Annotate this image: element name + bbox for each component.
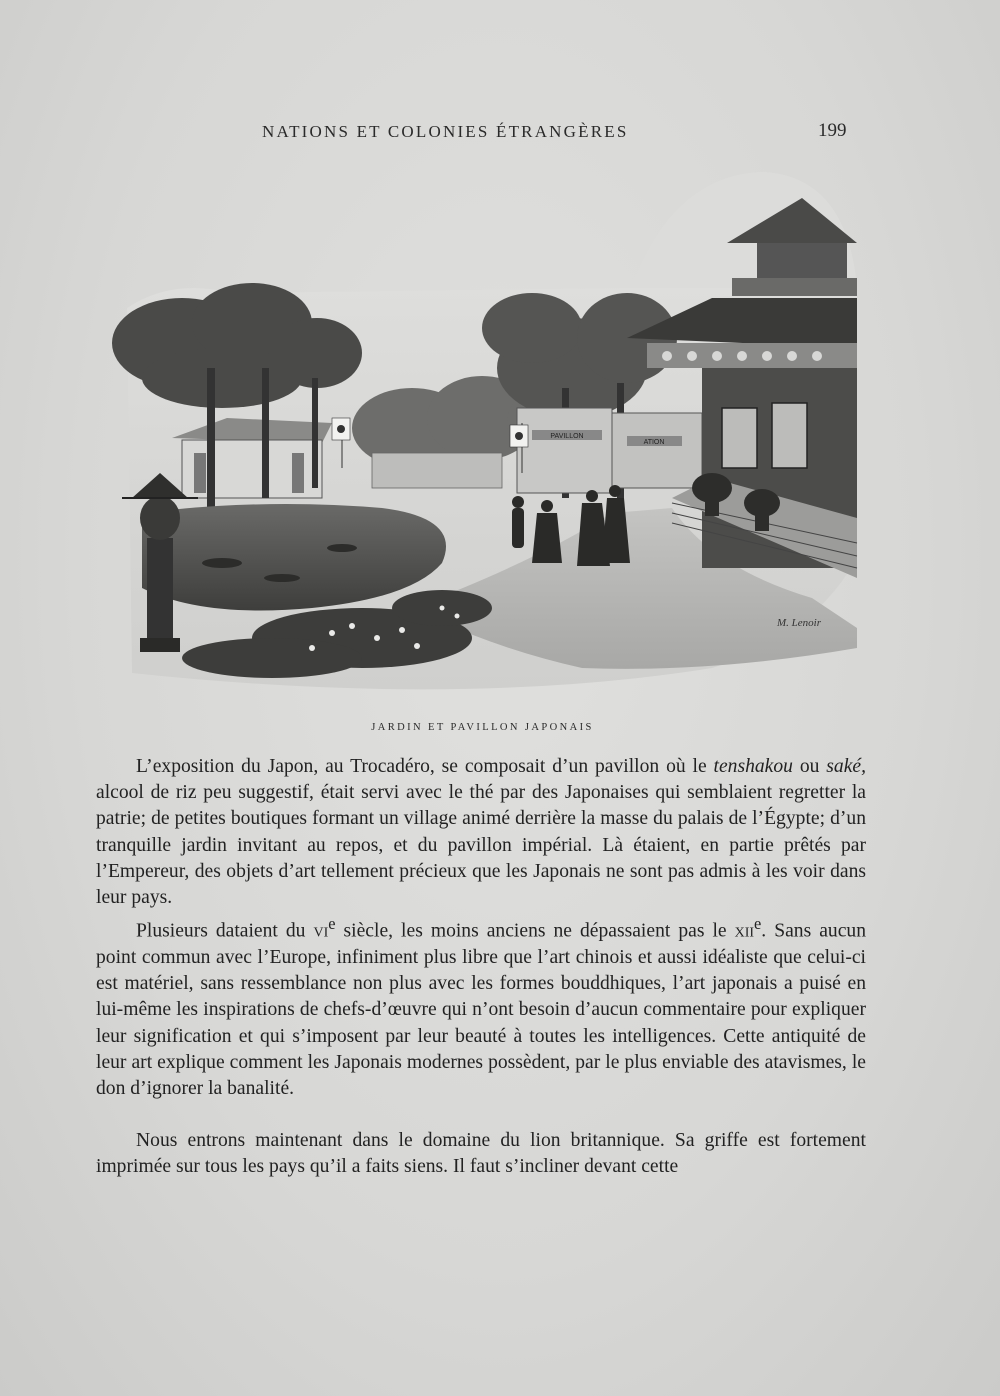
century-numeral: vi: [313, 920, 329, 942]
artist-signature: M. Lenoir: [777, 617, 821, 629]
superscript: e: [754, 914, 762, 934]
page-number: 199: [818, 120, 847, 141]
running-head: NATIONS ET COLONIES ÉTRANGÈRES: [262, 122, 629, 141]
text-run: ou: [792, 756, 827, 777]
booth-sign-ation: ATION: [643, 439, 665, 446]
superscript: e: [328, 914, 336, 934]
italic-term: saké,: [826, 756, 866, 777]
text-run: siècle, les moins anciens ne dépassaient pas le: [335, 920, 735, 942]
booth-sign-pavillon: PAVILLON: [550, 433, 584, 440]
paragraph-1: [96, 754, 866, 911]
text-run: alcool de riz peu suggestif, était servi avec le thé par des Japonaises qui semblaient regretter la patrie; de petites boutiques formant un village animé derrière la masse du palais de l’Égypte; d’un tranquille jardin invitant au repos, et du pavillon impérial. Là étaient, en partie prêtés par l’Empereur, des objets d’art tellement précieux que les Japonais ne sont pas admis à les voir dans leur pays.: [96, 782, 866, 909]
century-numeral: xii: [734, 920, 755, 942]
text-run: Plusieurs dataient du: [136, 920, 314, 942]
text-run: L’exposition du Japon, au Trocadéro, se composait d’un pavillon où le: [136, 756, 714, 777]
illustration-japanese-garden: [112, 168, 862, 713]
paragraph-3: Nous entrons maintenant dans le domaine du lion britannique. Sa griffe est fortement imprimée sur tous les pays qu’il a faits siens. Il faut s’incliner devant cette: [96, 1130, 866, 1178]
body-text: [96, 754, 866, 1181]
italic-term: tenshakou: [713, 756, 793, 777]
text-run: . Sans aucun point commun avec l’Europe, infiniment plus libre que l’art chinois et aussi idéaliste que celui-ci est matériel, sans ressemblance non plus avec les formes bouddhiques, l’art japonais a puisé en lui-même les inspirations de chefs-d’œuvre qui n’ont besoin d’aucun commentaire pour expliquer leur signification et qui s’imposent par leur beauté à toutes les intelligences. Cette antiquité de leur art explique comment les Japonais modernes possèdent, par le plus enviable des atavismes, le don d’ignorer la banalité.: [96, 920, 867, 1099]
paragraph-2: [96, 911, 866, 1102]
illustration-caption: JARDIN ET PAVILLON JAPONAIS: [371, 722, 594, 733]
left-pavilion: [172, 418, 332, 498]
